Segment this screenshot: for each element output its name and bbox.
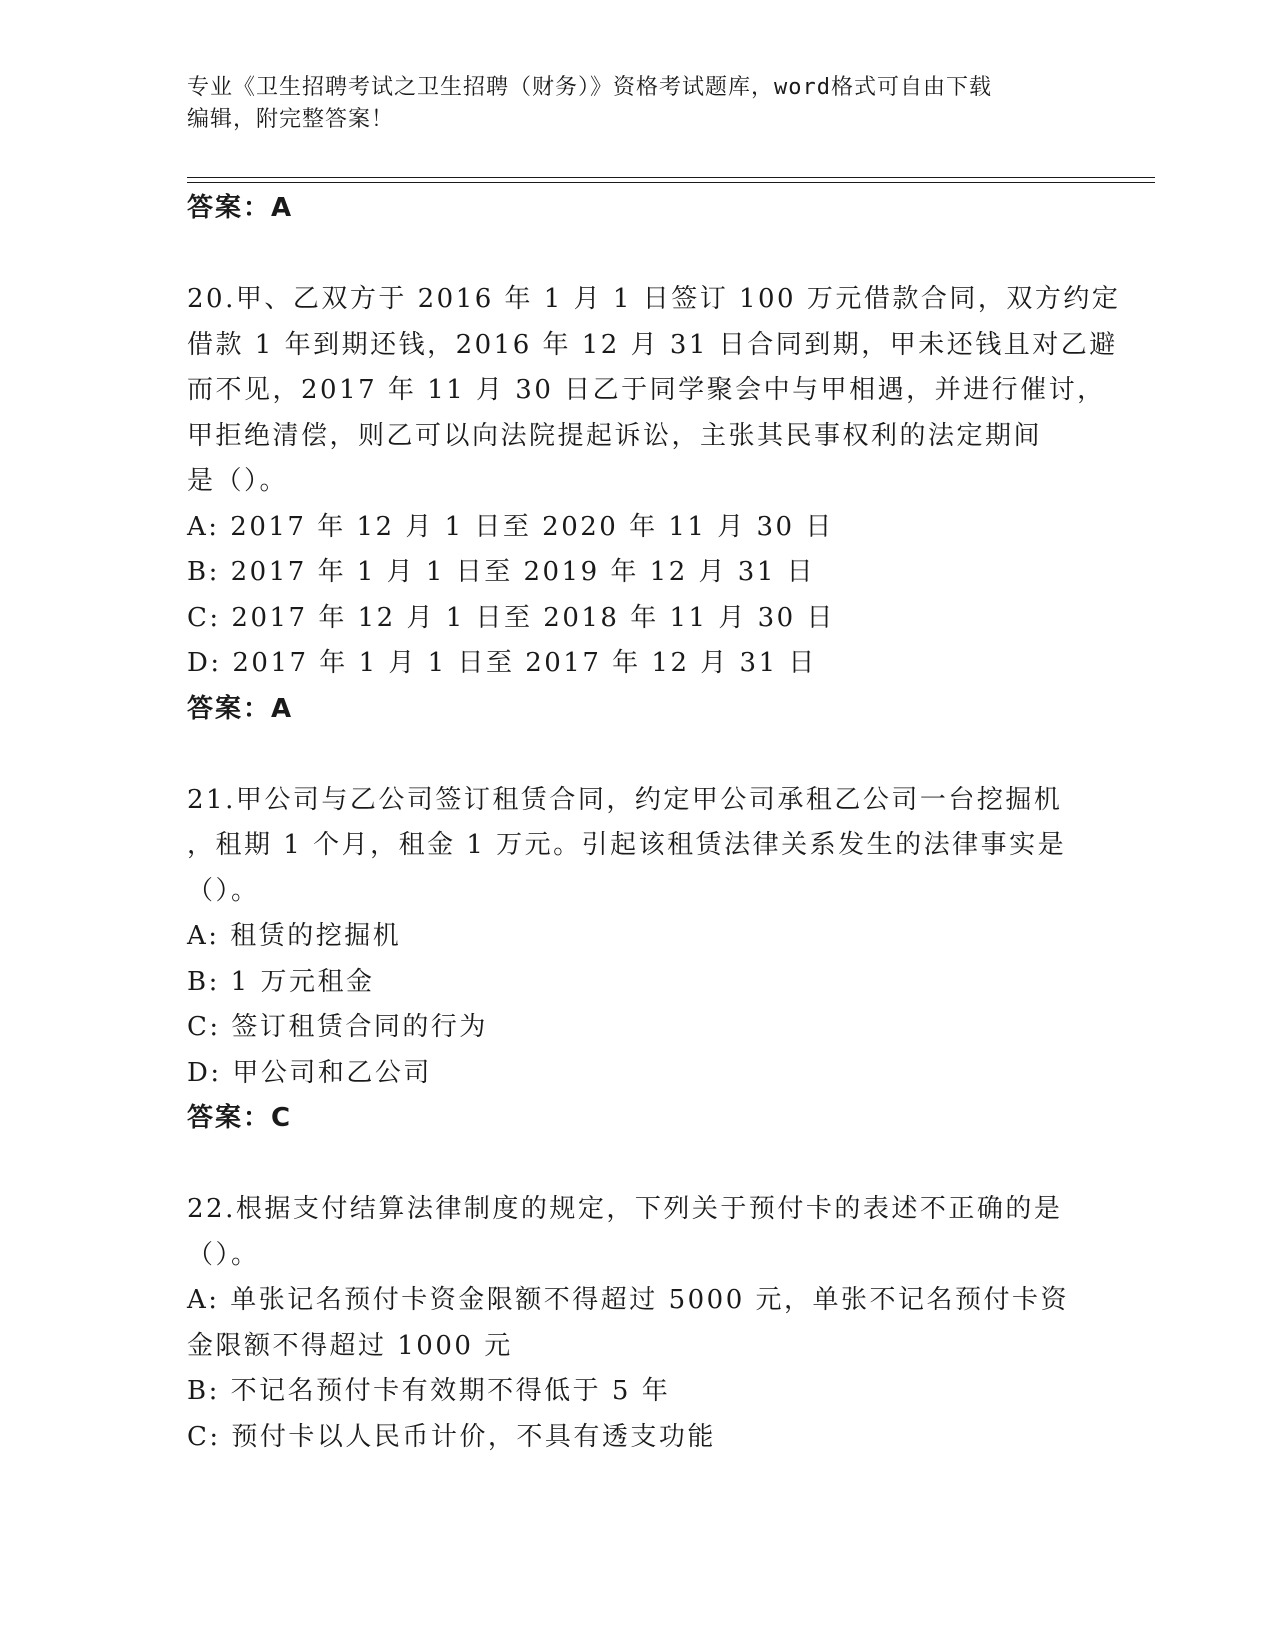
question-stem-line: 22.根据支付结算法律制度的规定，下列关于预付卡的表述不正确的是	[187, 1194, 1063, 1224]
answer-20: 答案：A	[187, 693, 294, 724]
question-21	[187, 778, 1087, 1142]
header-line-2: 编辑，附完整答案！	[187, 107, 395, 132]
spacer	[187, 1142, 1087, 1188]
question-stem-line: 20.甲、乙双方于 2016 年 1 月 1 日签订 100 万元借款合同，双方约定	[187, 284, 1121, 314]
question-stem-line: （）。	[187, 1239, 260, 1270]
question-stem-line: ，租期 1 个月，租金 1 万元。引起该租赁法律关系发生的法律事实是	[187, 830, 1067, 860]
option-c: C: 预付卡以人民币计价，不具有透支功能	[187, 1421, 716, 1452]
question-stem-line: 借款 1 年到期还钱，2016 年 12 月 31 日合同到期，甲未还钱且对乙避	[187, 329, 1118, 360]
question-22	[187, 1187, 1087, 1460]
question-stem-line: 是（）。	[187, 466, 289, 496]
option-a: A: 单张记名预付卡资金限额不得超过 5000 元，单张不记名预付卡资	[187, 1285, 1069, 1315]
spacer	[187, 232, 1087, 278]
document-header	[187, 72, 1067, 136]
option-d: D: 2017 年 1 月 1 日至 2017 年 12 月 31 日	[187, 648, 817, 678]
question-stem-line: 甲拒绝清偿，则乙可以向法院提起诉讼，主张其民事权利的法定期间	[187, 420, 1043, 451]
header-line-1: 专业《卫生招聘考试之卫生招聘（财务）》资格考试题库，word格式可自由下载	[187, 75, 992, 100]
answer-previous: 答案：A	[187, 193, 294, 223]
question-20	[187, 277, 1121, 732]
question-stem-line: （）。	[187, 875, 260, 906]
option-a: A: 2017 年 12 月 1 日至 2020 年 11 月 30 日	[187, 511, 834, 542]
answer-21: 答案：C	[187, 1103, 293, 1133]
spacer	[187, 732, 1087, 778]
question-stem-line: 21.甲公司与乙公司签订租赁合同，约定甲公司承租乙公司一台挖掘机	[187, 784, 1063, 815]
question-stem-line: 而不见，2017 年 11 月 30 日乙于同学聚会中与甲相遇，并进行催讨，	[187, 375, 1106, 405]
header-rule-bottom	[187, 182, 1155, 183]
option-d: D: 甲公司和乙公司	[187, 1057, 432, 1088]
document-body	[187, 186, 1121, 1460]
option-c: C: 2017 年 12 月 1 日至 2018 年 11 月 30 日	[187, 602, 835, 633]
option-b: B: 2017 年 1 月 1 日至 2019 年 12 月 31 日	[187, 557, 816, 587]
header-rule-top	[187, 177, 1155, 178]
option-b: B: 不记名预付卡有效期不得低于 5 年	[187, 1376, 671, 1406]
option-b: B: 1 万元租金	[187, 966, 375, 997]
option-a-continued: 金限额不得超过 1000 元	[187, 1330, 513, 1361]
option-c: C: 签订租赁合同的行为	[187, 1012, 488, 1042]
option-a: A: 租赁的挖掘机	[187, 921, 402, 951]
